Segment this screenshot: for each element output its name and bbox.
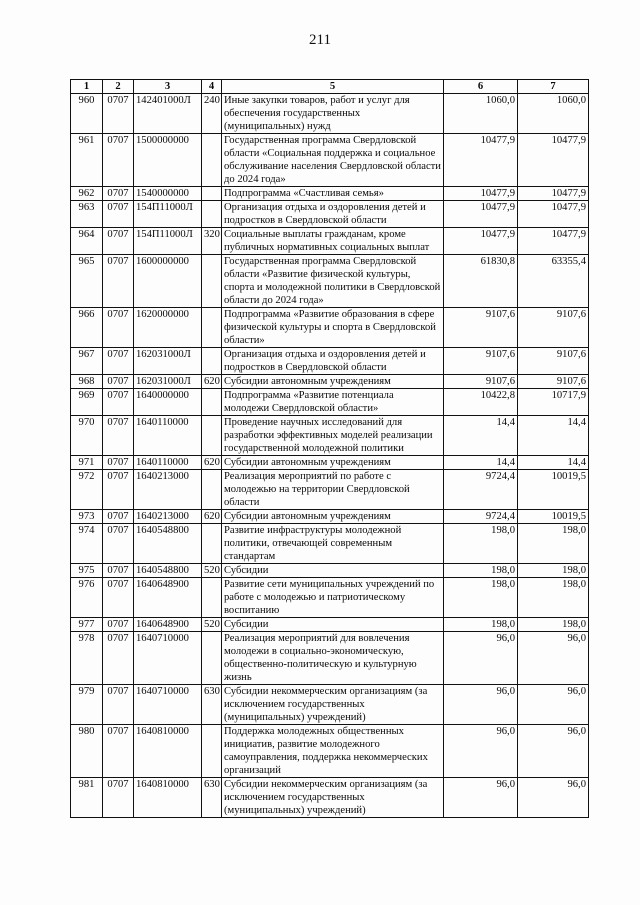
amount-year1-cell: 96,0 xyxy=(444,725,518,778)
amount-year1-cell: 198,0 xyxy=(444,578,518,618)
description-cell: Иные закупки товаров, работ и услуг для обеспечения государственных (муниципальных) нужд xyxy=(222,94,444,134)
description-cell: Субсидии автономным учреждениям xyxy=(222,510,444,524)
table-header-row xyxy=(71,80,589,94)
table-row xyxy=(71,134,589,187)
amount-year2-cell: 96,0 xyxy=(518,778,589,818)
expense-type-cell xyxy=(202,416,222,456)
amount-year1-cell: 198,0 xyxy=(444,618,518,632)
page-number: 211 xyxy=(309,32,331,48)
target-article-cell: 1640810000 xyxy=(134,725,202,778)
column-header: 2 xyxy=(103,80,134,94)
section-code-cell: 0707 xyxy=(103,524,134,564)
table-row xyxy=(71,389,589,416)
expense-type-cell xyxy=(202,308,222,348)
amount-year1-cell: 14,4 xyxy=(444,456,518,470)
amount-year2-cell: 9107,6 xyxy=(518,308,589,348)
section-code-cell: 0707 xyxy=(103,510,134,524)
section-code-cell: 0707 xyxy=(103,456,134,470)
amount-year2-cell: 14,4 xyxy=(518,456,589,470)
expense-type-cell xyxy=(202,134,222,187)
row-number-cell: 967 xyxy=(71,348,103,375)
table-row xyxy=(71,524,589,564)
row-number-cell: 965 xyxy=(71,255,103,308)
column-header: 1 xyxy=(71,80,103,94)
amount-year2-cell: 198,0 xyxy=(518,524,589,564)
description-cell: Подпрограмма «Счастливая семья» xyxy=(222,187,444,201)
description-cell: Социальные выплаты гражданам, кроме публичных нормативных социальных выплат xyxy=(222,228,444,255)
expense-type-cell: 630 xyxy=(202,778,222,818)
target-article-cell: 1640648900 xyxy=(134,618,202,632)
row-number-cell: 960 xyxy=(71,94,103,134)
expense-type-cell xyxy=(202,187,222,201)
table-row xyxy=(71,578,589,618)
amount-year2-cell: 198,0 xyxy=(518,564,589,578)
amount-year2-cell: 96,0 xyxy=(518,632,589,685)
table-row xyxy=(71,685,589,725)
amount-year1-cell: 61830,8 xyxy=(444,255,518,308)
description-cell: Государственная программа Свердловской области «Развитие физической культуры, спорта и молодежной политики в Свердловской области до 2024 года» xyxy=(222,255,444,308)
description-cell: Субсидии xyxy=(222,618,444,632)
expense-type-cell: 240 xyxy=(202,94,222,134)
section-code-cell: 0707 xyxy=(103,94,134,134)
column-header: 6 xyxy=(444,80,518,94)
amount-year1-cell: 1060,0 xyxy=(444,94,518,134)
expense-type-cell xyxy=(202,389,222,416)
amount-year2-cell: 96,0 xyxy=(518,685,589,725)
section-code-cell: 0707 xyxy=(103,685,134,725)
target-article-cell: 154П11000Л xyxy=(134,201,202,228)
target-article-cell: 162031000Л xyxy=(134,375,202,389)
row-number-cell: 962 xyxy=(71,187,103,201)
target-article-cell: 1540000000 xyxy=(134,187,202,201)
column-header: 7 xyxy=(518,80,589,94)
target-article-cell: 1640110000 xyxy=(134,456,202,470)
column-header: 4 xyxy=(202,80,222,94)
section-code-cell: 0707 xyxy=(103,416,134,456)
row-number-cell: 969 xyxy=(71,389,103,416)
section-code-cell: 0707 xyxy=(103,348,134,375)
amount-year2-cell: 198,0 xyxy=(518,578,589,618)
table-row xyxy=(71,308,589,348)
amount-year1-cell: 96,0 xyxy=(444,685,518,725)
amount-year1-cell: 198,0 xyxy=(444,564,518,578)
section-code-cell: 0707 xyxy=(103,134,134,187)
amount-year2-cell: 9107,6 xyxy=(518,348,589,375)
row-number-cell: 961 xyxy=(71,134,103,187)
amount-year1-cell: 10477,9 xyxy=(444,134,518,187)
target-article-cell: 1640810000 xyxy=(134,778,202,818)
section-code-cell: 0707 xyxy=(103,255,134,308)
amount-year1-cell: 9724,4 xyxy=(444,470,518,510)
table-row xyxy=(71,725,589,778)
expense-type-cell xyxy=(202,524,222,564)
description-cell: Подпрограмма «Развитие потенциала молодежи Свердловской области» xyxy=(222,389,444,416)
expense-type-cell xyxy=(202,725,222,778)
section-code-cell: 0707 xyxy=(103,632,134,685)
target-article-cell: 1640710000 xyxy=(134,632,202,685)
target-article-cell: 1640548800 xyxy=(134,564,202,578)
expense-type-cell: 630 xyxy=(202,685,222,725)
expense-type-cell xyxy=(202,470,222,510)
amount-year2-cell: 1060,0 xyxy=(518,94,589,134)
expense-type-cell xyxy=(202,632,222,685)
amount-year1-cell: 10477,9 xyxy=(444,201,518,228)
section-code-cell: 0707 xyxy=(103,308,134,348)
target-article-cell: 1640213000 xyxy=(134,510,202,524)
row-number-cell: 966 xyxy=(71,308,103,348)
row-number-cell: 977 xyxy=(71,618,103,632)
section-code-cell: 0707 xyxy=(103,778,134,818)
target-article-cell: 1640710000 xyxy=(134,685,202,725)
row-number-cell: 964 xyxy=(71,228,103,255)
table-row xyxy=(71,348,589,375)
section-code-cell: 0707 xyxy=(103,564,134,578)
section-code-cell: 0707 xyxy=(103,578,134,618)
target-article-cell: 162031000Л xyxy=(134,348,202,375)
column-header: 3 xyxy=(134,80,202,94)
row-number-cell: 972 xyxy=(71,470,103,510)
column-header: 5 xyxy=(222,80,444,94)
expense-type-cell xyxy=(202,578,222,618)
amount-year2-cell: 10477,9 xyxy=(518,134,589,187)
table-row xyxy=(71,510,589,524)
amount-year1-cell: 9107,6 xyxy=(444,308,518,348)
amount-year1-cell: 14,4 xyxy=(444,416,518,456)
amount-year2-cell: 198,0 xyxy=(518,618,589,632)
amount-year2-cell: 10477,9 xyxy=(518,228,589,255)
target-article-cell: 1640548800 xyxy=(134,524,202,564)
target-article-cell: 1640213000 xyxy=(134,470,202,510)
expense-type-cell xyxy=(202,201,222,228)
table-row xyxy=(71,416,589,456)
description-cell: Развитие инфраструктуры молодежной политики, отвечающей современным стандартам xyxy=(222,524,444,564)
amount-year1-cell: 9107,6 xyxy=(444,375,518,389)
amount-year1-cell: 10477,9 xyxy=(444,187,518,201)
amount-year2-cell: 10477,9 xyxy=(518,187,589,201)
row-number-cell: 971 xyxy=(71,456,103,470)
amount-year2-cell: 10717,9 xyxy=(518,389,589,416)
amount-year2-cell: 10477,9 xyxy=(518,201,589,228)
amount-year2-cell: 10019,5 xyxy=(518,510,589,524)
section-code-cell: 0707 xyxy=(103,375,134,389)
expense-type-cell: 620 xyxy=(202,375,222,389)
amount-year1-cell: 9107,6 xyxy=(444,348,518,375)
section-code-cell: 0707 xyxy=(103,470,134,510)
table-row xyxy=(71,201,589,228)
target-article-cell: 154П11000Л xyxy=(134,228,202,255)
table-row xyxy=(71,470,589,510)
row-number-cell: 973 xyxy=(71,510,103,524)
table-row xyxy=(71,778,589,818)
description-cell: Подпрограмма «Развитие образования в сфере физической культуры и спорта в Свердловской области» xyxy=(222,308,444,348)
table-row xyxy=(71,375,589,389)
table-row xyxy=(71,255,589,308)
table-body xyxy=(71,94,589,818)
expense-type-cell xyxy=(202,348,222,375)
amount-year1-cell: 10477,9 xyxy=(444,228,518,255)
section-code-cell: 0707 xyxy=(103,201,134,228)
target-article-cell: 142401000Л xyxy=(134,94,202,134)
row-number-cell: 974 xyxy=(71,524,103,564)
description-cell: Субсидии автономным учреждениям xyxy=(222,456,444,470)
row-number-cell: 963 xyxy=(71,201,103,228)
amount-year1-cell: 9724,4 xyxy=(444,510,518,524)
target-article-cell: 1640000000 xyxy=(134,389,202,416)
row-number-cell: 976 xyxy=(71,578,103,618)
section-code-cell: 0707 xyxy=(103,725,134,778)
table-row xyxy=(71,228,589,255)
description-cell: Реализация мероприятий для вовлечения молодежи в социально-экономическую, общественно-политическую и культурную жизнь xyxy=(222,632,444,685)
target-article-cell: 1600000000 xyxy=(134,255,202,308)
description-cell: Организация отдыха и оздоровления детей и подростков в Свердловской области xyxy=(222,201,444,228)
table-row xyxy=(71,618,589,632)
description-cell: Государственная программа Свердловской области «Социальная поддержка и социальное обслуживание населения Свердловской области до 2024 года» xyxy=(222,134,444,187)
amount-year1-cell: 96,0 xyxy=(444,778,518,818)
table-row xyxy=(71,456,589,470)
expense-type-cell xyxy=(202,255,222,308)
section-code-cell: 0707 xyxy=(103,618,134,632)
amount-year2-cell: 63355,4 xyxy=(518,255,589,308)
row-number-cell: 978 xyxy=(71,632,103,685)
description-cell: Развитие сети муниципальных учреждений по работе с молодежью и патриотическому воспитанию xyxy=(222,578,444,618)
target-article-cell: 1640110000 xyxy=(134,416,202,456)
row-number-cell: 970 xyxy=(71,416,103,456)
amount-year2-cell: 96,0 xyxy=(518,725,589,778)
table-row xyxy=(71,187,589,201)
amount-year2-cell: 10019,5 xyxy=(518,470,589,510)
expense-type-cell: 320 xyxy=(202,228,222,255)
amount-year2-cell: 14,4 xyxy=(518,416,589,456)
target-article-cell: 1500000000 xyxy=(134,134,202,187)
expense-type-cell: 620 xyxy=(202,510,222,524)
amount-year1-cell: 96,0 xyxy=(444,632,518,685)
description-cell: Субсидии некоммерческим организациям (за исключением государственных (муниципальных) учреждений) xyxy=(222,778,444,818)
expense-type-cell: 520 xyxy=(202,618,222,632)
target-article-cell: 1620000000 xyxy=(134,308,202,348)
amount-year1-cell: 10422,8 xyxy=(444,389,518,416)
section-code-cell: 0707 xyxy=(103,187,134,201)
row-number-cell: 968 xyxy=(71,375,103,389)
row-number-cell: 975 xyxy=(71,564,103,578)
amount-year1-cell: 198,0 xyxy=(444,524,518,564)
description-cell: Поддержка молодежных общественных инициатив, развитие молодежного самоуправления, поддержка некоммерческих организаций xyxy=(222,725,444,778)
description-cell: Субсидии некоммерческим организациям (за исключением государственных (муниципальных) учреждений) xyxy=(222,685,444,725)
budget-table xyxy=(70,79,589,818)
description-cell: Реализация мероприятий по работе с молодежью на территории Свердловской области xyxy=(222,470,444,510)
expense-type-cell: 620 xyxy=(202,456,222,470)
expense-type-cell: 520 xyxy=(202,564,222,578)
description-cell: Субсидии автономным учреждениям xyxy=(222,375,444,389)
section-code-cell: 0707 xyxy=(103,228,134,255)
row-number-cell: 980 xyxy=(71,725,103,778)
description-cell: Проведение научных исследований для разработки эффективных моделей реализации государственной молодежной политики xyxy=(222,416,444,456)
row-number-cell: 981 xyxy=(71,778,103,818)
target-article-cell: 1640648900 xyxy=(134,578,202,618)
description-cell: Субсидии xyxy=(222,564,444,578)
table-row xyxy=(71,94,589,134)
row-number-cell: 979 xyxy=(71,685,103,725)
amount-year2-cell: 9107,6 xyxy=(518,375,589,389)
description-cell: Организация отдыха и оздоровления детей и подростков в Свердловской области xyxy=(222,348,444,375)
table-row xyxy=(71,632,589,685)
section-code-cell: 0707 xyxy=(103,389,134,416)
table-row xyxy=(71,564,589,578)
